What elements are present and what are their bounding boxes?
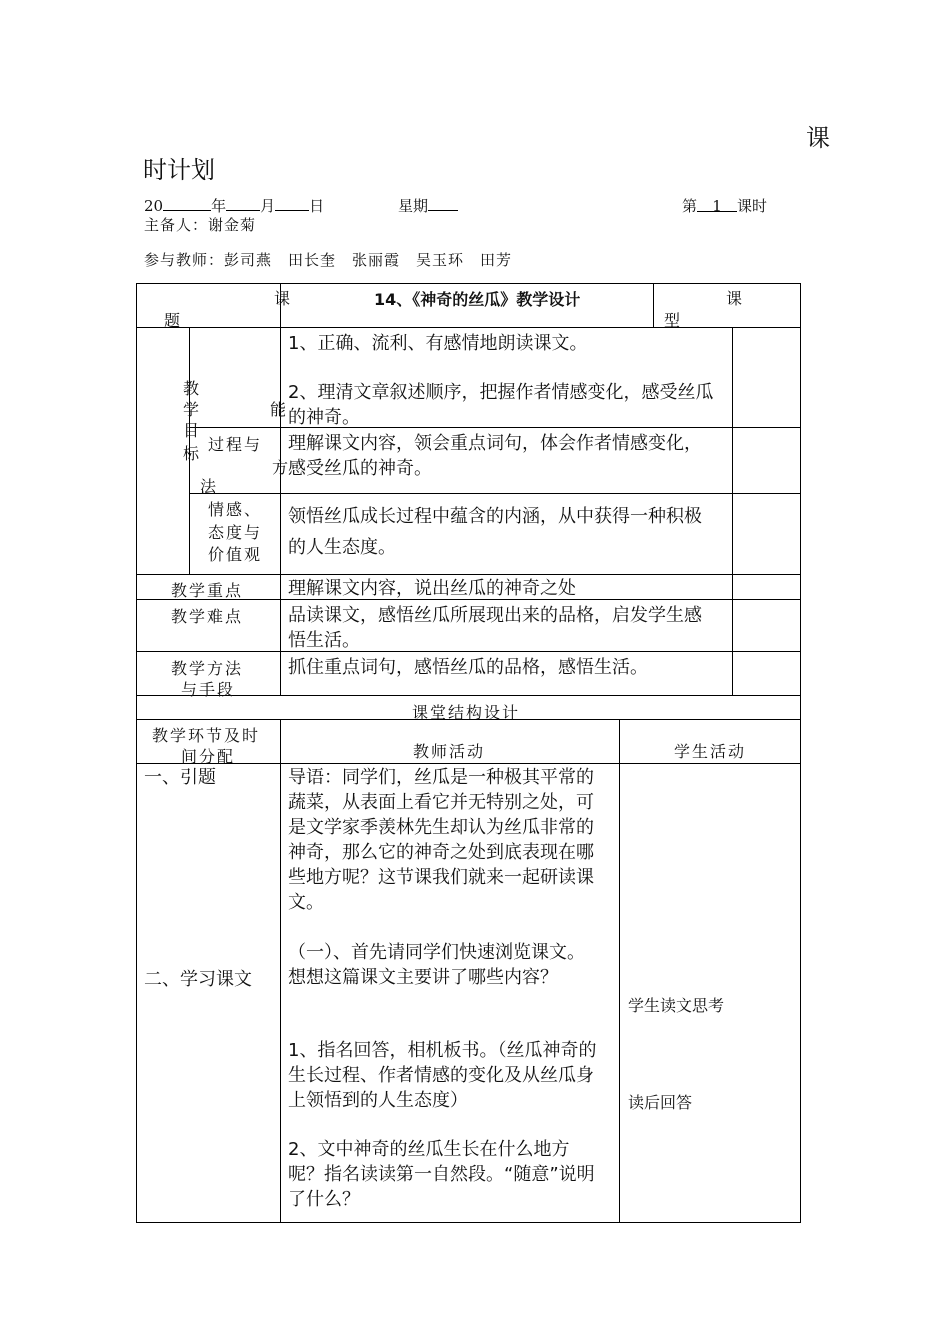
process-label-fang: 方 [272,458,291,477]
goals-char-1: 教 [183,379,202,398]
goals-char-3: 目 [183,421,202,440]
title-part2: 时计划 [143,156,215,184]
method-label-b: 与手段 [181,680,236,699]
goal-3: 领悟丝瓜成长过程中蕴含的内涵，从中获得一种积极的人生态度。 [288,506,702,558]
goal-2: 理解课文内容，领会重点词句，体会作者情感变化，感受丝瓜的神奇。 [288,433,702,479]
weekday-line [398,195,458,216]
ability-label: 能 [270,400,289,419]
process-label-a: 过程与 [208,435,263,454]
difficulty: 品读课文，感悟丝瓜所展现出来的品格，启发学生感悟生活。 [288,605,702,651]
date-prefix: 20 [144,197,164,215]
day-label: 日 [309,197,325,215]
month-label: 月 [260,197,276,215]
method: 抓住重点词句，感悟丝瓜的品格，感悟生活。 [288,657,648,678]
student-1: 学生读文思考 [628,996,725,1015]
col-student: 学生活动 [674,742,747,761]
goal-1a: 1、正确、流利、有感情地朗读课文。 [288,333,588,354]
teacher-p2: 1、指名回答，相机板书。（丝瓜神奇的生长过程、作者情感的变化及从丝瓜身上领悟到的人生态度） [288,1040,597,1111]
teacher-p3: 2、文中神奇的丝瓜生长在什么地方呢？指名读读第一自然段。“随意”说明了什么？ [288,1139,595,1210]
date-line [144,195,324,216]
topic-title: 14、《神奇的丝瓜》教学设计 [374,290,581,309]
col-stage-a: 教学环节及时 [152,726,261,745]
title-part1: 课 [806,124,830,152]
method-label-a: 教学方法 [171,659,244,678]
process-label-b: 法 [200,477,219,496]
emotion-label-3: 价值观 [208,545,263,564]
col-teacher: 教师活动 [413,742,486,761]
topic-label-b: 题 [164,311,183,330]
col-stage-b: 间分配 [181,747,236,766]
key-label: 教学重点 [171,581,244,600]
emotion-label-1: 情感、 [208,500,263,519]
type-label-a: 课 [726,289,745,308]
weekday-label: 星期 [398,197,429,215]
lesson-number: 1 [697,197,737,212]
stage-1: 一、引题 [144,767,216,788]
difficulty-label: 教学难点 [171,607,244,626]
key-point: 理解课文内容，说出丝瓜的神奇之处 [288,578,576,599]
participants: 参与教师：彭司燕 田长奎 张丽霞 吴玉环 田芳 [144,251,513,269]
lesson-line [682,195,767,216]
stage-2: 二、学习课文 [144,969,252,990]
lesson-suffix: 课时 [737,197,768,215]
goals-char-2: 学 [183,400,202,419]
lesson-prefix: 第 [682,197,698,215]
student-2: 读后回答 [628,1093,693,1112]
year-label: 年 [211,197,227,215]
structure-title: 课堂结构设计 [412,703,521,722]
type-label-b: 型 [664,311,683,330]
emotion-label-2: 态度与 [208,523,263,542]
goal-1b: 2、理清文章叙述顺序，把握作者情感变化，感受丝瓜的神奇。 [288,382,714,428]
teacher-intro: 导语：同学们，丝瓜是一种极其平常的蔬菜，从表面上看它并无特别之处，可是文学家季羡林先生却认为丝瓜非常的神奇，那么它的神奇之处到底表现在哪些地方呢？这节课我们就来一起研读课文。 [288,767,594,913]
teacher-p1: （一）、首先请同学们快速浏览课文。想想这篇课文主要讲了哪些内容？ [288,942,585,988]
goals-char-4: 标 [183,444,202,463]
topic-label-a: 课 [274,289,293,308]
preparer: 主备人：谢金菊 [144,216,257,234]
